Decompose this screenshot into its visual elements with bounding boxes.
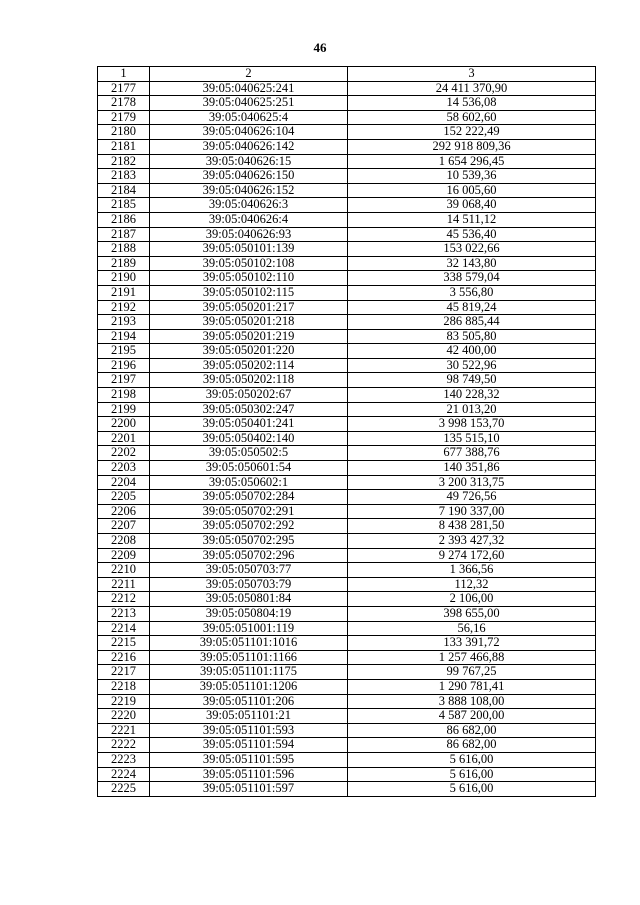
table-row [98,431,596,446]
row-number-cell: 2193 [98,315,150,330]
table-header-row [98,67,596,82]
cadastral-number-cell: 39:05:050402:140 [150,431,348,446]
table-row [98,198,596,213]
row-number-cell: 2216 [98,650,150,665]
row-number-cell: 2198 [98,388,150,403]
cadastral-value-cell: 153 022,66 [348,242,596,257]
table-row [98,461,596,476]
cadastral-value-cell: 112,32 [348,577,596,592]
table-row [98,315,596,330]
cadastral-value-cell: 1 257 466,88 [348,650,596,665]
row-number-cell: 2218 [98,679,150,694]
cadastral-value-cell: 398 655,00 [348,606,596,621]
cadastral-number-cell: 39:05:050201:218 [150,315,348,330]
cadastral-number-cell: 39:05:050202:118 [150,373,348,388]
cadastral-value-cell: 2 106,00 [348,592,596,607]
row-number-cell: 2191 [98,285,150,300]
table-row [98,650,596,665]
table-row [98,490,596,505]
row-number-cell: 2221 [98,723,150,738]
row-number-cell: 2207 [98,519,150,534]
cadastral-value-cell: 30 522,96 [348,358,596,373]
row-number-cell: 2181 [98,139,150,154]
cadastral-number-cell: 39:05:050102:115 [150,285,348,300]
column-header-cadastral-number: 2 [150,67,348,82]
cadastral-value-cell: 1 366,56 [348,563,596,578]
table-row [98,577,596,592]
row-number-cell: 2211 [98,577,150,592]
cadastral-number-cell: 39:05:051101:597 [150,782,348,797]
cadastral-number-cell: 39:05:050201:220 [150,344,348,359]
row-number-cell: 2219 [98,694,150,709]
table-row [98,154,596,169]
table-row [98,592,596,607]
row-number-cell: 2223 [98,752,150,767]
cadastral-value-cell: 45 819,24 [348,300,596,315]
cadastral-number-cell: 39:05:051101:206 [150,694,348,709]
cadastral-value-cell: 5 616,00 [348,782,596,797]
table-row [98,344,596,359]
table-row [98,475,596,490]
cadastral-number-cell: 39:05:050102:110 [150,271,348,286]
column-header-number: 1 [98,67,150,82]
cadastral-number-cell: 39:05:040625:251 [150,96,348,111]
table-row [98,606,596,621]
cadastral-number-cell: 39:05:050502:5 [150,446,348,461]
cadastral-value-cell: 99 767,25 [348,665,596,680]
table-row [98,358,596,373]
cadastral-number-cell: 39:05:050703:77 [150,563,348,578]
row-number-cell: 2197 [98,373,150,388]
table-row [98,417,596,432]
cadastral-number-cell: 39:05:050101:139 [150,242,348,257]
cadastral-value-cell: 8 438 281,50 [348,519,596,534]
cadastral-number-cell: 39:05:051001:119 [150,621,348,636]
table-row [98,519,596,534]
table-row [98,300,596,315]
cadastral-value-cell: 7 190 337,00 [348,504,596,519]
cadastral-number-cell: 39:05:040626:93 [150,227,348,242]
page-number: 46 [313,40,327,55]
cadastral-value-cell: 21 013,20 [348,402,596,417]
row-number-cell: 2187 [98,227,150,242]
table-row [98,139,596,154]
cadastral-number-cell: 39:05:051101:593 [150,723,348,738]
cadastral-value-cell: 45 536,40 [348,227,596,242]
row-number-cell: 2222 [98,738,150,753]
cadastral-number-cell: 39:05:040626:3 [150,198,348,213]
cadastral-number-cell: 39:05:051101:21 [150,709,348,724]
cadastral-value-cell: 286 885,44 [348,315,596,330]
cadastral-value-cell: 42 400,00 [348,344,596,359]
table-row [98,534,596,549]
table-row [98,81,596,96]
table-row [98,548,596,563]
row-number-cell: 2194 [98,329,150,344]
row-number-cell: 2224 [98,767,150,782]
cadastral-number-cell: 39:05:051101:594 [150,738,348,753]
cadastral-number-cell: 39:05:050401:241 [150,417,348,432]
row-number-cell: 2217 [98,665,150,680]
cadastral-value-cell: 140 351,86 [348,461,596,476]
row-number-cell: 2177 [98,81,150,96]
cadastral-value-cell: 5 616,00 [348,767,596,782]
table-row [98,694,596,709]
cadastral-number-cell: 39:05:050804:19 [150,606,348,621]
cadastral-number-cell: 39:05:050702:296 [150,548,348,563]
table-row [98,709,596,724]
table-row [98,402,596,417]
row-number-cell: 2179 [98,110,150,125]
row-number-cell: 2186 [98,212,150,227]
cadastral-value-cell: 1 654 296,45 [348,154,596,169]
table-row [98,782,596,797]
cadastral-value-cell: 133 391,72 [348,636,596,651]
cadastral-value-cell: 5 616,00 [348,752,596,767]
table-row [98,388,596,403]
cadastral-number-cell: 39:05:040626:104 [150,125,348,140]
cadastral-number-cell: 39:05:051101:1166 [150,650,348,665]
table-row [98,329,596,344]
row-number-cell: 2190 [98,271,150,286]
cadastral-number-cell: 39:05:051101:1175 [150,665,348,680]
table-row [98,285,596,300]
cadastral-value-cell: 3 998 153,70 [348,417,596,432]
table-row [98,183,596,198]
table-row [98,373,596,388]
column-header-value: 3 [348,67,596,82]
row-number-cell: 2213 [98,606,150,621]
cadastral-value-cell: 86 682,00 [348,738,596,753]
table-row [98,767,596,782]
cadastral-number-cell: 39:05:040626:142 [150,139,348,154]
cadastral-value-cell: 2 393 427,32 [348,534,596,549]
cadastral-number-cell: 39:05:050801:84 [150,592,348,607]
table-row [98,242,596,257]
row-number-cell: 2225 [98,782,150,797]
table-row [98,96,596,111]
cadastral-number-cell: 39:05:050702:284 [150,490,348,505]
row-number-cell: 2210 [98,563,150,578]
row-number-cell: 2205 [98,490,150,505]
cadastral-value-cell: 338 579,04 [348,271,596,286]
cadastral-value-cell: 58 602,60 [348,110,596,125]
row-number-cell: 2200 [98,417,150,432]
table-row [98,738,596,753]
cadastral-number-cell: 39:05:050703:79 [150,577,348,592]
cadastral-value-cell: 16 005,60 [348,183,596,198]
row-number-cell: 2209 [98,548,150,563]
cadastral-value-cell: 56,16 [348,621,596,636]
cadastral-number-cell: 39:05:050601:54 [150,461,348,476]
table-row [98,621,596,636]
row-number-cell: 2195 [98,344,150,359]
row-number-cell: 2183 [98,169,150,184]
cadastral-number-cell: 39:05:050702:292 [150,519,348,534]
cadastral-value-cell: 3 556,80 [348,285,596,300]
table-body [98,81,596,796]
cadastral-number-cell: 39:05:050201:217 [150,300,348,315]
table-row [98,212,596,227]
cadastral-value-cell: 98 749,50 [348,373,596,388]
cadastral-value-table [97,66,596,797]
table-row [98,563,596,578]
table-row [98,636,596,651]
row-number-cell: 2214 [98,621,150,636]
row-number-cell: 2196 [98,358,150,373]
cadastral-number-cell: 39:05:050602:1 [150,475,348,490]
row-number-cell: 2201 [98,431,150,446]
row-number-cell: 2180 [98,125,150,140]
cadastral-number-cell: 39:05:040625:241 [150,81,348,96]
cadastral-number-cell: 39:05:051101:1016 [150,636,348,651]
cadastral-number-cell: 39:05:040626:15 [150,154,348,169]
row-number-cell: 2203 [98,461,150,476]
cadastral-value-cell: 39 068,40 [348,198,596,213]
table-row [98,504,596,519]
cadastral-number-cell: 39:05:051101:595 [150,752,348,767]
row-number-cell: 2208 [98,534,150,549]
cadastral-value-cell: 135 515,10 [348,431,596,446]
table-row [98,446,596,461]
cadastral-value-cell: 677 388,76 [348,446,596,461]
row-number-cell: 2212 [98,592,150,607]
cadastral-value-cell: 24 411 370,90 [348,81,596,96]
table-row [98,271,596,286]
cadastral-value-cell: 3 888 108,00 [348,694,596,709]
cadastral-value-cell: 32 143,80 [348,256,596,271]
table-row [98,110,596,125]
table-row [98,256,596,271]
cadastral-value-cell: 3 200 313,75 [348,475,596,490]
cadastral-number-cell: 39:05:051101:596 [150,767,348,782]
row-number-cell: 2206 [98,504,150,519]
row-number-cell: 2220 [98,709,150,724]
table-row [98,679,596,694]
cadastral-value-cell: 86 682,00 [348,723,596,738]
cadastral-value-cell: 292 918 809,36 [348,139,596,154]
cadastral-value-cell: 140 228,32 [348,388,596,403]
cadastral-number-cell: 39:05:051101:1206 [150,679,348,694]
cadastral-value-cell: 83 505,80 [348,329,596,344]
cadastral-value-cell: 49 726,56 [348,490,596,505]
row-number-cell: 2192 [98,300,150,315]
table-row [98,665,596,680]
cadastral-number-cell: 39:05:040625:4 [150,110,348,125]
cadastral-number-cell: 39:05:050702:295 [150,534,348,549]
table-row [98,227,596,242]
cadastral-number-cell: 39:05:040626:4 [150,212,348,227]
cadastral-number-cell: 39:05:050302:247 [150,402,348,417]
row-number-cell: 2202 [98,446,150,461]
cadastral-number-cell: 39:05:040626:152 [150,183,348,198]
table-row [98,752,596,767]
row-number-cell: 2184 [98,183,150,198]
cadastral-value-cell: 4 587 200,00 [348,709,596,724]
cadastral-number-cell: 39:05:050702:291 [150,504,348,519]
cadastral-number-cell: 39:05:050202:67 [150,388,348,403]
cadastral-value-cell: 9 274 172,60 [348,548,596,563]
table-row [98,723,596,738]
cadastral-value-cell: 10 539,36 [348,169,596,184]
cadastral-number-cell: 39:05:050102:108 [150,256,348,271]
table-row [98,169,596,184]
cadastral-number-cell: 39:05:040626:150 [150,169,348,184]
row-number-cell: 2189 [98,256,150,271]
table-row [98,125,596,140]
cadastral-value-cell: 1 290 781,41 [348,679,596,694]
cadastral-value-cell: 14 511,12 [348,212,596,227]
cadastral-number-cell: 39:05:050201:219 [150,329,348,344]
row-number-cell: 2204 [98,475,150,490]
row-number-cell: 2178 [98,96,150,111]
row-number-cell: 2182 [98,154,150,169]
row-number-cell: 2199 [98,402,150,417]
cadastral-number-cell: 39:05:050202:114 [150,358,348,373]
row-number-cell: 2188 [98,242,150,257]
cadastral-value-cell: 14 536,08 [348,96,596,111]
row-number-cell: 2215 [98,636,150,651]
cadastral-value-cell: 152 222,49 [348,125,596,140]
row-number-cell: 2185 [98,198,150,213]
